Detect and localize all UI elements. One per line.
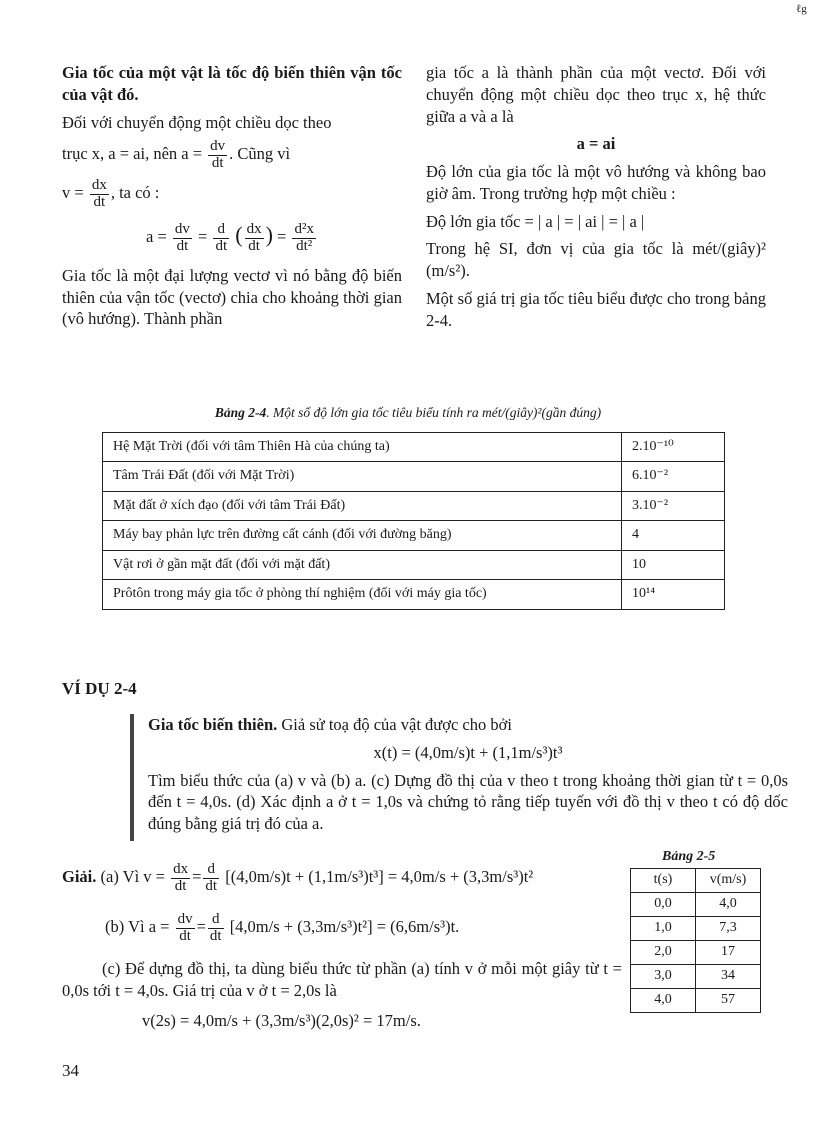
definition-heading: Gia tốc của một vật là tốc độ biến thiên vận tốc của vật đó.	[62, 63, 402, 104]
table-cell-value: 10	[622, 550, 725, 579]
example-equation: x(t) = (4,0m/s)t + (1,1m/s³)t³	[373, 742, 563, 762]
left-para-1: Đối với chuyển động một chiều dọc theo	[62, 112, 332, 132]
right-para-3: Độ lớn gia tốc = | a | = | ai | = | a |	[426, 211, 645, 231]
left-para-3: v = $\frac{dx}{dt}$ , ta có :	[62, 176, 160, 210]
table-cell-value: 6.10⁻²	[622, 462, 725, 491]
left-para-4: Gia tốc là một đại lượng vectơ vì nó bằng độ biến thiên của vận tốc (vectơ) chia cho khoảng thời gian (vô hướng). Thành phần	[62, 265, 402, 329]
dv-dt-fraction: $\frac{dv}{dt}$	[210, 138, 226, 172]
table-cell-value: 3.10⁻²	[622, 491, 725, 520]
solution-part-b: (b) Vì a = $\frac{dv}{dt}$ = $\frac{d}{dt}$ [4,0m/s + (3,3m/s³)t²] = (6,6m/s³)t.	[105, 911, 460, 944]
right-para-5: Một số giá trị gia tốc tiêu biểu được cho trong bảng 2-4.	[426, 288, 766, 330]
example-box	[130, 714, 788, 841]
right-column	[426, 62, 766, 337]
solution-part-c-equation: v(2s) = 4,0m/s + (3,3m/s³)(2,0s)² = 17m/s.	[142, 1011, 421, 1030]
right-para-2: Độ lớn của gia tốc là một vô hướng và không bao giờ âm. Trong trường hợp một chiều :	[426, 162, 766, 203]
table-cell-value: 10¹⁴	[622, 580, 725, 609]
table-row	[103, 462, 725, 491]
right-para-4: Trong hệ SI, đơn vị của gia tốc là mét/(giây)² (m/s²).	[426, 239, 766, 281]
table-row	[103, 550, 725, 579]
table-row: 4,0 57	[631, 989, 761, 1013]
solution-part-a: Giải. (a) Vì v = $\frac{dx}{dt}$ = $\frac{d}{dt}$ [(4,0m/s)t + (1,1m/s³)t³] = 4,0m/s + (3,3m/s³)t²	[62, 861, 534, 894]
table-cell-label: Tâm Trái Đất (đối với Mặt Trời)	[103, 462, 622, 491]
table-row	[103, 521, 725, 550]
table-cell-label: Máy bay phản lực trên đường cất cánh (đối với đường băng)	[103, 521, 622, 550]
table-row	[103, 491, 725, 520]
left-para-2: trục x, a = ai, nên a = $\frac{dv}{dt}$ . Cũng vì	[62, 138, 291, 172]
table-row	[103, 433, 725, 462]
left-column	[62, 62, 402, 336]
table-2-4-caption: Bảng 2-4. Một số độ lớn gia tốc tiêu biểu tính ra mét/(giây)²(gần đúng)	[214, 405, 602, 420]
table-header-row: t(s) v(m/s)	[631, 869, 761, 893]
right-para-1: gia tốc a là thành phần của một vectơ. Đối với chuyển động một chiều dọc theo trục x, hệ thức giữa a và a là	[426, 63, 766, 126]
table-cell-value: 2.10⁻¹⁰	[622, 433, 725, 462]
corner-mark: ℓg	[796, 3, 807, 15]
acceleration-equation: a = $\frac{dv}{dt}$ = $\frac{d}{dt}$ ( $\frac{dx}{dt}$ ) = $\frac{\text{d²x}}{\text{dt²}}$	[146, 221, 314, 255]
table-2-5-caption: Bảng 2-5	[662, 849, 716, 864]
table-cell-label: Mặt đất ở xích đạo (đối với tâm Trái Đất)	[103, 491, 622, 520]
solution-part-c: (c) Để dựng đồ thị, ta dùng biểu thức từ phần (a) tính v ở mỗi một giây từ t = 0,0s tới t = 4,0s. Giá trị của v ở t = 2,0s là	[62, 959, 622, 1000]
dx-dt-fraction: $\frac{dx}{dt}$	[91, 176, 107, 210]
table-cell-label: Vật rơi ở gần mặt đất (đối với mặt đất)	[103, 550, 622, 579]
vector-equation: a = ai	[576, 134, 616, 154]
table-row: 3,0 34	[631, 965, 761, 989]
table-cell-label: Hệ Mặt Trời (đối với tâm Thiên Hà của chúng ta)	[103, 433, 622, 462]
table-cell-value: 4	[622, 521, 725, 550]
table-2-4	[102, 432, 725, 610]
table-row: 1,0 7,3	[631, 917, 761, 941]
page-number: 34	[62, 1061, 79, 1080]
example-task: Tìm biểu thức của (a) v và (b) a. (c) Dựng đồ thị của v theo t trong khoảng thời gian từ t = 0,0s đến t = 4,0s. (d) Xác định a ở t = 1,0s và chứng tỏ rằng tiếp tuyến với đồ thị v theo t có độ dốc đúng bằng giá trị đó của a.	[148, 770, 788, 834]
table-row: 2,0 17	[631, 941, 761, 965]
table-2-5	[630, 868, 761, 1013]
table-cell-label: Prôtôn trong máy gia tốc ở phòng thí nghiệm (đối với máy gia tốc)	[103, 580, 622, 609]
table-row	[103, 580, 725, 609]
table-row: 0,0 4,0	[631, 893, 761, 917]
example-intro: Gia tốc biến thiên. Giả sử toạ độ của vật được cho bởi	[148, 715, 512, 734]
example-heading: VÍ DỤ 2-4	[62, 679, 137, 698]
